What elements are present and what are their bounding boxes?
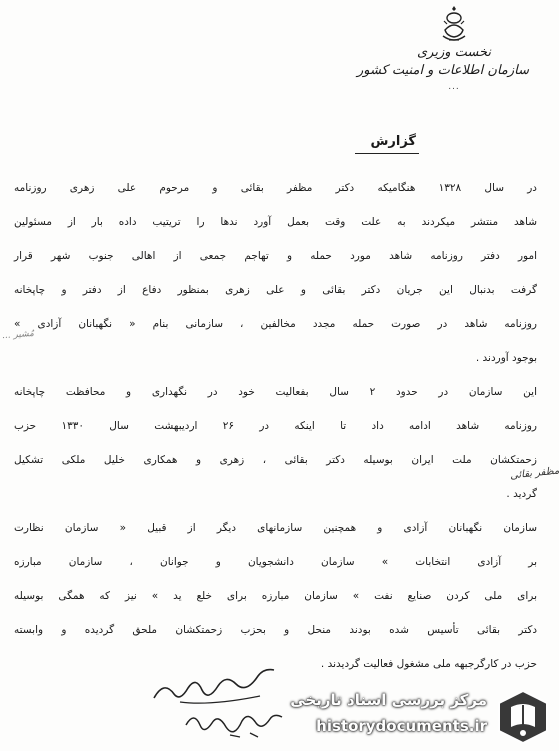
body-line: بوجود آوردند . (475, 352, 537, 364)
body-line: حزب در کارگرجبهه ملی مشغول فعالیت گردیدند . (320, 658, 537, 670)
title-underline (355, 153, 419, 154)
body-line: روزنامه شاهد در صورت حمله مجدد مخالفین ، سازمانی بنام « نگهبانان آزادی » (14, 318, 537, 330)
body-line: شاهد منتشر میکردند به علت وقت بعمل آورد ندها را تریتیب داده بار از مسئولین (14, 216, 537, 228)
body-line: امور دفتر روزنامه شاهد مورد حمله و تهاجم جمعی از اهالی جنوب شهر قرار (14, 250, 537, 262)
watermark-url: historydocuments.ir (316, 717, 487, 735)
archive-watermark (263, 677, 553, 747)
watermark-title: مرکز بررسی اسناد تاریخی (290, 691, 487, 709)
margin-note-left: مُشیر ... (1, 328, 35, 342)
lion-and-sun-emblem-icon (437, 4, 471, 44)
letterhead (356, 4, 529, 92)
body-line: گرفت بدنبال این جریان دکتر بقائی و علی زهری بمنظور دفاع از دفتر و چاپخانه (14, 284, 537, 296)
body-line: سازمان نگهبانان آزادی و همچنین سازمانهای دیگر از قبیل « سازمان نظارت (14, 522, 537, 534)
body-line: این سازمان در حدود ۲ سال بفعالیت خود در نگهداری و محافظت چاپخانه (14, 386, 537, 398)
document-body (14, 178, 537, 688)
letterhead-reference: ... (448, 82, 460, 92)
archive-logo-icon (493, 687, 553, 747)
paragraph-1 (14, 178, 537, 382)
letterhead-line-2: سازمان اطلاعات و امنیت کشور (356, 63, 529, 78)
body-line: دکتر بقائی تأسیس شده بودند منحل و بحزب زحمتکشان ملحق گردیده و وابسته (14, 624, 537, 636)
body-line: بر آزادی انتخابات » سازمان دانشجویان و جوانان ، سازمان مبارزه (14, 556, 537, 568)
letterhead-line-1: نخست وزیری (416, 45, 492, 60)
paragraph-2 (14, 382, 537, 518)
paragraph-3 (14, 518, 537, 688)
body-line: گردید . (506, 488, 537, 500)
body-line: زحمتکشان ملت ایران بوسیله دکتر بقائی ، زهری و همکاری خلیل ملکی تشکیل (14, 454, 537, 466)
document-title: گزارش (370, 134, 416, 149)
handwritten-signature (150, 668, 280, 708)
body-line: روزنامه شاهد ادامه داد تا اینکه در ۲۶ اردیبهشت سال ۱۳۳۰ حزب (14, 420, 537, 432)
body-line: در سال ۱۳۲۸ هنگامیکه دکتر مظفر بقائی و مرحوم علی زهری روزنامه (14, 182, 537, 194)
body-line: برای ملی کردن صنایع نفت » سازمان مبارزه برای خلع ید » نیز که همگی بوسیله (14, 590, 537, 602)
margin-note-right: مظفر بقائی (509, 465, 559, 482)
